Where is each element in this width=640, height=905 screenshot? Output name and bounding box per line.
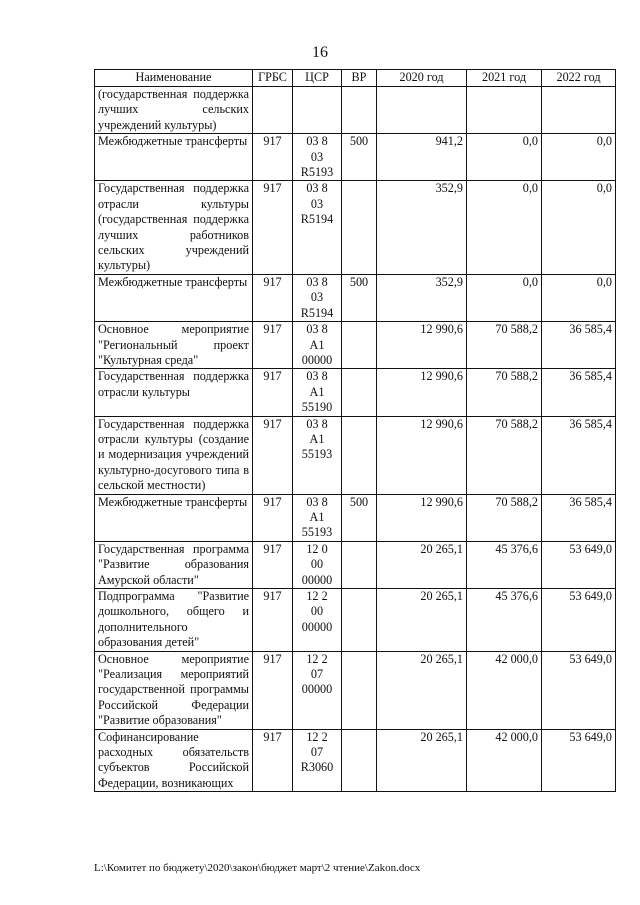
- cell-csr: [293, 369, 342, 416]
- cell-csr: [293, 134, 342, 181]
- csr-part: 55190: [301, 400, 333, 415]
- cell-vr: [342, 322, 377, 369]
- cell-2021: 70 588,2: [467, 494, 542, 541]
- csr-part: 03 8: [306, 369, 328, 384]
- cell-vr: 500: [342, 134, 377, 181]
- cell-vr: [342, 181, 377, 274]
- csr-part: A1: [309, 431, 325, 446]
- cell-csr: [293, 494, 342, 541]
- cell-2021: 0,0: [467, 134, 542, 181]
- cell-2020: 12 990,6: [377, 369, 467, 416]
- cell-2020: 20 265,1: [377, 589, 467, 652]
- cell-csr: [293, 322, 342, 369]
- cell-vr: [342, 541, 377, 588]
- cell-name: Государственная поддержка отрасли культуры: [95, 369, 253, 416]
- cell-grbs: 917: [253, 729, 293, 792]
- cell-csr: [293, 87, 342, 134]
- csr-part: 07: [310, 667, 324, 682]
- cell-2022: 36 585,4: [542, 494, 616, 541]
- cell-vr: [342, 729, 377, 792]
- cell-name: Межбюджетные трансферты: [95, 134, 253, 181]
- table-header-row: [95, 70, 616, 87]
- csr-part: 03: [310, 196, 324, 211]
- table-row: [95, 322, 616, 369]
- csr-part: A1: [309, 337, 325, 352]
- cell-2021: 70 588,2: [467, 322, 542, 369]
- header-2021: 2021 год: [467, 70, 542, 87]
- header-csr: ЦСР: [293, 70, 342, 87]
- table-row: [95, 181, 616, 274]
- cell-name: Межбюджетные трансферты: [95, 274, 253, 321]
- cell-2022: 53 649,0: [542, 651, 616, 729]
- cell-csr: [293, 651, 342, 729]
- table-row: [95, 589, 616, 652]
- cell-2020: 12 990,6: [377, 416, 467, 494]
- cell-grbs: [253, 87, 293, 134]
- cell-grbs: 917: [253, 369, 293, 416]
- cell-csr: [293, 274, 342, 321]
- cell-2020: 941,2: [377, 134, 467, 181]
- cell-grbs: 917: [253, 322, 293, 369]
- csr-part: A1: [309, 384, 325, 399]
- table-row: [95, 651, 616, 729]
- cell-csr: [293, 541, 342, 588]
- csr-part: 12 2: [306, 589, 328, 603]
- cell-2020: 12 990,6: [377, 322, 467, 369]
- cell-name: Подпрограмма "Развитие дошкольного, общего и дополнительного образования детей": [95, 589, 253, 652]
- cell-name: (государственная поддержка лучших сельских учреждений культуры): [95, 87, 253, 134]
- table-row: [95, 274, 616, 321]
- cell-grbs: 917: [253, 541, 293, 588]
- cell-name: Государственная поддержка отрасли культуры (создание и модернизация учреждений культурно-досугового типа в сельской местности): [95, 416, 253, 494]
- cell-2020: 20 265,1: [377, 729, 467, 792]
- table-row: [95, 87, 616, 134]
- header-vr: ВР: [342, 70, 377, 87]
- cell-vr: [342, 416, 377, 494]
- cell-csr: [293, 416, 342, 494]
- csr-part: 03: [310, 290, 324, 305]
- cell-2021: 42 000,0: [467, 729, 542, 792]
- csr-part: R5194: [300, 305, 334, 320]
- cell-grbs: 917: [253, 274, 293, 321]
- cell-2021: 0,0: [467, 181, 542, 274]
- cell-2022: 36 585,4: [542, 416, 616, 494]
- footer-file-path: L:\Комитет по бюджету\2020\закон\бюджет март\2 чтение\Zakon.docx: [94, 862, 421, 874]
- cell-2021: 42 000,0: [467, 651, 542, 729]
- csr-part: R5194: [300, 212, 334, 227]
- header-name: Наименование: [95, 70, 253, 87]
- cell-2022: 53 649,0: [542, 729, 616, 792]
- cell-csr: [293, 589, 342, 652]
- cell-2021: 0,0: [467, 274, 542, 321]
- cell-2022: 0,0: [542, 274, 616, 321]
- header-grbs: ГРБС: [253, 70, 293, 87]
- cell-2022: 53 649,0: [542, 541, 616, 588]
- header-2022: 2022 год: [542, 70, 616, 87]
- csr-part: 12 2: [306, 651, 328, 666]
- cell-2022: [542, 87, 616, 134]
- page-number: 16: [312, 44, 328, 61]
- table-row: [95, 729, 616, 792]
- budget-table: [94, 69, 616, 792]
- cell-grbs: 917: [253, 134, 293, 181]
- cell-2021: 45 376,6: [467, 541, 542, 588]
- csr-part: 00: [310, 557, 324, 572]
- table-body: [95, 87, 616, 792]
- cell-2022: 53 649,0: [542, 589, 616, 652]
- csr-part: A1: [309, 509, 325, 524]
- csr-part: 00000: [301, 572, 333, 587]
- cell-name: Государственная программа "Развитие образования Амурской области": [95, 541, 253, 588]
- csr-part: 03 8: [306, 134, 328, 149]
- cell-2020: [377, 87, 467, 134]
- csr-part: 12 2: [306, 729, 328, 744]
- cell-vr: 500: [342, 494, 377, 541]
- csr-part: 55193: [301, 525, 333, 540]
- cell-2020: 20 265,1: [377, 651, 467, 729]
- cell-grbs: 917: [253, 494, 293, 541]
- csr-part: 03 8: [306, 322, 328, 337]
- table-row: [95, 134, 616, 181]
- cell-2021: [467, 87, 542, 134]
- csr-part: 03 8: [306, 416, 328, 431]
- cell-grbs: 917: [253, 651, 293, 729]
- table-row: [95, 369, 616, 416]
- cell-2020: 352,9: [377, 274, 467, 321]
- csr-part: 03 8: [306, 181, 328, 196]
- cell-2021: 70 588,2: [467, 416, 542, 494]
- csr-part: 12 0: [306, 541, 328, 556]
- cell-csr: [293, 181, 342, 274]
- cell-grbs: 917: [253, 181, 293, 274]
- cell-2022: 36 585,4: [542, 369, 616, 416]
- cell-2022: 0,0: [542, 181, 616, 274]
- cell-grbs: 917: [253, 416, 293, 494]
- cell-vr: [342, 369, 377, 416]
- csr-part: R5193: [300, 165, 334, 180]
- cell-csr: [293, 729, 342, 792]
- csr-part: 03 8: [306, 274, 328, 289]
- table-row: [95, 416, 616, 494]
- cell-2021: 45 376,6: [467, 589, 542, 652]
- csr-part: 07: [310, 745, 324, 760]
- cell-2022: 0,0: [542, 134, 616, 181]
- cell-name: Софинансирование расходных обязательств субъектов Российской Федерации, возникающих: [95, 729, 253, 792]
- csr-part: 00000: [301, 682, 333, 697]
- cell-vr: [342, 651, 377, 729]
- cell-2020: 20 265,1: [377, 541, 467, 588]
- cell-vr: [342, 589, 377, 652]
- cell-2020: 352,9: [377, 181, 467, 274]
- cell-2020: 12 990,6: [377, 494, 467, 541]
- cell-name: Государственная поддержка отрасли культуры (государственная поддержка лучших работников сельских учреждений культуры): [95, 181, 253, 274]
- cell-grbs: 917: [253, 589, 293, 652]
- csr-part: 00000: [301, 619, 333, 634]
- cell-2022: 36 585,4: [542, 322, 616, 369]
- cell-vr: [342, 87, 377, 134]
- csr-part: 00000: [301, 352, 333, 367]
- cell-name: Межбюджетные трансферты: [95, 494, 253, 541]
- csr-part: 55193: [301, 447, 333, 462]
- table-row: [95, 494, 616, 541]
- csr-part: 00: [310, 604, 324, 619]
- cell-vr: 500: [342, 274, 377, 321]
- csr-part: R3060: [300, 760, 334, 775]
- csr-part: 03: [310, 149, 324, 164]
- cell-name: Основное мероприятие "Реализация мероприятий государственной программы Российской Федерации "Развитие образования": [95, 651, 253, 729]
- cell-2021: 70 588,2: [467, 369, 542, 416]
- table-row: [95, 541, 616, 588]
- cell-name: Основное мероприятие "Региональный проект "Культурная среда": [95, 322, 253, 369]
- header-2020: 2020 год: [377, 70, 467, 87]
- csr-part: 03 8: [306, 494, 328, 509]
